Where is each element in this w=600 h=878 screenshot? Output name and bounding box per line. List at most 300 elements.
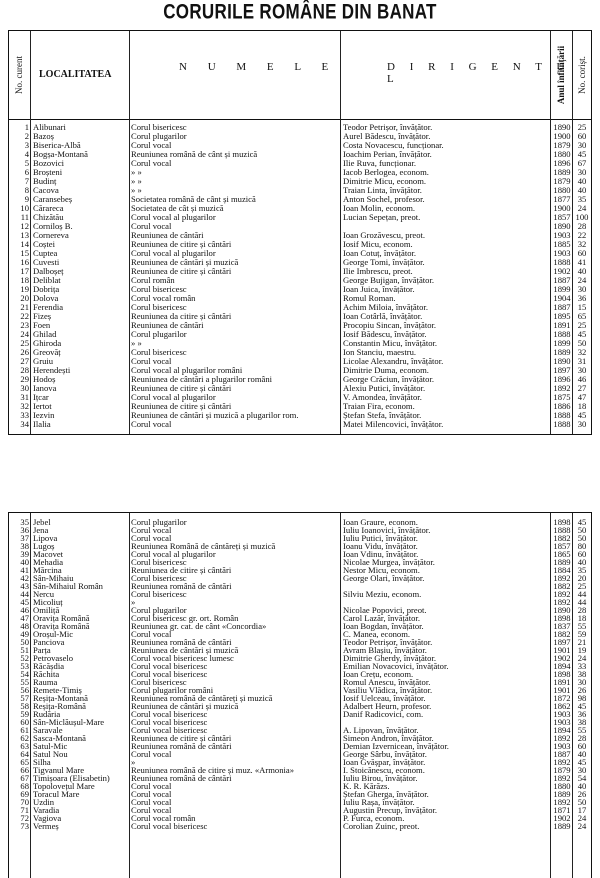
row-year: 1891 [553,677,571,687]
row-year: 1902 [553,266,571,276]
row-number: 34 [20,419,29,429]
choir-table-top [8,30,592,435]
header-dirigentul: D I R I G E N T U L [387,61,571,85]
row-locality: Deliblat [33,275,61,285]
row-conductor: Ilie Ruva, funcționar. [343,158,417,168]
row-members: 31 [577,356,587,366]
row-choir-name: Corul vocal bisericesc [131,709,208,719]
row-conductor: Achim Miloia, învățător. [343,302,428,312]
row-choir-name: Reuniunea da citire și cântări [131,311,232,321]
row-choir-name: » » [131,338,142,348]
row-choir-name: Corul vocal al plugarilor [131,212,216,222]
row-locality: Rudăria [33,709,61,719]
row-conductor: Ioan Bogdan, învățător. [343,621,424,631]
row-number: 53 [20,661,29,671]
row-conductor: Ioan Cotârlă, învățător. [343,311,423,321]
row-choir-name: Reuniunea română de cântări [131,741,232,751]
row-year: 1871 [553,805,571,815]
row-conductor: Nestor Micu, econom. [343,565,420,575]
row-year: 1904 [553,293,571,303]
row-year: 1899 [553,338,571,348]
row-conductor: Ioanu Vidu, învățător. [343,541,418,551]
row-number: 45 [20,597,29,607]
row-number: 6 [24,167,29,177]
row-number: 65 [20,757,29,767]
row-choir-name: Reuniunea română de cântări [131,773,232,783]
row-members: 40 [577,749,587,759]
row-choir-name: Corul plugarilor [131,605,187,615]
row-locality: Sân-Mihaiul Român [33,581,103,591]
row-year: 1898 [553,517,571,527]
row-number: 47 [20,613,29,623]
row-number: 4 [24,149,29,159]
row-number: 12 [20,221,29,231]
row-number: 69 [20,789,29,799]
row-conductor: George Tomi, învățător. [343,257,425,267]
row-conductor: Ioan Molin, econom. [343,203,416,213]
row-number: 54 [20,669,29,679]
row-conductor: Teodor Petrișor, învățător. [343,637,433,647]
row-number: 33 [20,410,29,420]
row-locality: Mehadia [33,557,64,567]
row-members: 24 [577,653,587,663]
row-members: 38 [577,717,587,727]
row-number: 30 [20,383,29,393]
row-year: 1886 [553,401,571,411]
row-members: 18 [577,401,587,411]
row-choir-name: Corul bisericesc [131,122,187,132]
row-choir-name: » » [131,185,142,195]
row-locality: Saravale [33,725,63,735]
row-members: 25 [577,122,587,132]
row-conductor: Ștefan Gherga, învățător. [343,789,429,799]
row-year: 1895 [553,311,571,321]
row-number: 1 [24,122,29,132]
row-locality: Sasca-Montană [33,733,86,743]
row-year: 1857 [553,541,571,551]
row-choir-name: Reuniunea de cântări și muzică a plugarilor rom. [131,410,299,420]
row-number: 57 [20,693,29,703]
row-locality: Silha [33,757,51,767]
row-choir-name: Reuniunea de citire și cântări [131,565,232,575]
row-members: 45 [577,410,587,420]
row-number: 37 [20,533,29,543]
row-locality: Toracul Mare [33,789,80,799]
row-number: 41 [20,565,29,575]
row-locality: Vermeș [33,821,59,831]
row-number: 55 [20,677,29,687]
row-locality: Parța [33,645,51,655]
row-number: 13 [20,230,29,240]
row-conductor: Simeon Andron, învățător. [343,733,434,743]
row-year: 1887 [553,275,571,285]
row-year: 1882 [553,581,571,591]
row-choir-name: Corul vocal al plugarilor [131,248,216,258]
row-conductor: K. R. Kărăzs. [343,781,390,791]
row-year: 1887 [553,302,571,312]
row-members: 32 [577,347,587,357]
row-members: 24 [577,821,587,831]
row-members: 44 [577,597,587,607]
row-choir-name: Reuniunea gr. cat. de cânt «Concordia» [131,621,267,631]
row-members: 40 [577,781,587,791]
row-conductor: Procopiu Sincan, învățător. [343,320,437,330]
row-locality: Sân-Mihaiu [33,573,74,583]
row-choir-name: Reuniunea de cântări și muzică [131,645,239,655]
row-year: 1891 [553,320,571,330]
row-number: 46 [20,605,29,615]
row-conductor: Emilian Novacovici, învățător. [343,661,449,671]
row-conductor: Traian Fira, econom. [343,401,415,411]
row-choir-name: Corul bisericesc [131,557,187,567]
row-members: 55 [577,725,587,735]
row-members: 45 [577,149,587,159]
row-choir-name: Corul vocal bisericesc [131,661,208,671]
row-locality: Omiliță [33,605,60,615]
header-membri: No. corișt. [576,56,587,94]
row-choir-name: Corul vocal român [131,813,196,823]
row-year: 1903 [553,741,571,751]
row-members: 98 [577,693,587,703]
row-number: 68 [20,781,29,791]
row-choir-name: Corul vocal [131,158,172,168]
row-conductor: P. Furca, econom. [343,813,405,823]
table-row [9,821,591,832]
row-members: 24 [577,813,587,823]
row-locality: Oroșul-Mic [33,629,74,639]
row-locality: Petrovaselo [33,653,74,663]
row-locality: Hodoș [33,374,56,384]
row-choir-name: Corul vocal [131,789,172,799]
row-locality: Cărareca [33,203,64,213]
row-locality: Oravița Română [33,613,90,623]
row-choir-name: Reuniunea română de cântări [131,637,232,647]
row-year: 1888 [553,329,571,339]
row-number: 56 [20,685,29,695]
row-choir-name: Corul bisericesc [131,284,187,294]
row-choir-name: Corul vocal [131,140,172,150]
row-number: 58 [20,701,29,711]
row-choir-name: Corul vocal [131,419,172,429]
row-locality: Cornereva [33,230,69,240]
row-conductor: Aurel Bădescu, învățător. [343,131,431,141]
row-members: 67 [577,158,587,168]
row-choir-name: Reuniunea de citire și cântări [131,733,232,743]
row-choir-name: Corul vocal [131,629,172,639]
row-members: 45 [577,517,587,527]
row-members: 36 [577,709,587,719]
row-number: 63 [20,741,29,751]
row-choir-name: Reuniunea română de cântăreți și muzică [131,693,273,703]
row-locality: Budinț [33,176,57,186]
row-conductor: Iosif Micu, econom. [343,239,413,249]
row-members: 41 [577,257,587,267]
row-number: 42 [20,573,29,583]
row-year: 1897 [553,365,571,375]
row-members: 17 [577,805,587,815]
row-locality: Dalboșeț [33,266,64,276]
row-locality: Tigvanul Mare [33,765,85,775]
row-number: 50 [20,637,29,647]
row-number: 17 [20,266,29,276]
row-year: 1898 [553,669,571,679]
row-conductor: Teodor Petrișor, învățător. [343,122,433,132]
row-choir-name: Corul bisericesc [131,589,187,599]
row-number: 44 [20,589,29,599]
row-year: 1884 [553,565,571,575]
row-locality: Chizătău [33,212,64,222]
row-year: 1888 [553,419,571,429]
row-locality: Dobrița [33,284,60,294]
row-year: 1885 [553,239,571,249]
row-locality: Ghiroda [33,338,62,348]
row-locality: Iertot [33,401,52,411]
row-year: 1872 [553,693,571,703]
row-number: 27 [20,356,29,366]
row-year: 1902 [553,813,571,823]
row-number: 62 [20,733,29,743]
row-conductor: Silviu Meziu, econom. [343,589,422,599]
row-members: 46 [577,374,587,384]
row-conductor: Iosif Bădescu, învățător. [343,329,427,339]
row-members: 32 [577,239,587,249]
row-members: 40 [577,185,587,195]
row-number: 29 [20,374,29,384]
row-members: 33 [577,661,587,671]
row-year: 1892 [553,733,571,743]
row-year: 1897 [553,637,571,647]
row-number: 73 [20,821,29,831]
row-choir-name: Corul vocal bisericesc [131,821,208,831]
row-year: 1894 [553,725,571,735]
row-year: 1889 [553,167,571,177]
row-year: 1901 [553,645,571,655]
row-year: 1857 [553,212,571,222]
row-choir-name: Corul bisericesc [131,677,187,687]
row-locality: Satul-Mic [33,741,68,751]
row-number: 15 [20,248,29,258]
row-locality: Fizeș [33,311,52,321]
row-choir-name: Societatea română de cânt și muzică [131,194,256,204]
row-locality: Cacova [33,185,59,195]
row-members: 60 [577,248,587,258]
row-members: 24 [577,275,587,285]
row-choir-name: Corul vocal [131,797,172,807]
row-members: 30 [577,284,587,294]
row-conductor: Nicolae Popovici, preot. [343,605,427,615]
row-members: 20 [577,573,587,583]
row-number: 9 [24,194,29,204]
row-number: 38 [20,541,29,551]
row-conductor: Lucian Sepețan, preot. [343,212,421,222]
row-choir-name: Corul bisericesc [131,347,187,357]
row-members: 45 [577,701,587,711]
row-number: 60 [20,717,29,727]
row-year: 1892 [553,383,571,393]
row-choir-name: Corul vocal [131,221,172,231]
row-members: 55 [577,621,587,631]
row-year: 1901 [553,685,571,695]
row-conductor: Ioachim Perian, învățător. [343,149,432,159]
row-locality: Alibunari [33,122,66,132]
row-year: 1889 [553,821,571,831]
row-conductor: Matei Milencovici, învățător. [343,419,444,429]
row-number: 49 [20,629,29,639]
row-members: 65 [577,311,587,321]
row-choir-name: » » [131,176,142,186]
row-locality: Bazoș [33,131,55,141]
row-conductor: Vasiliu Vlădica, învățător. [343,685,433,695]
table-header [9,31,591,120]
row-members: 50 [577,525,587,535]
header-numele: N U M E L E [179,61,338,73]
row-members: 60 [577,549,587,559]
row-choir-name: Corul bisericesc gr. ort. Român [131,613,239,623]
row-conductor: Romul Anescu, învățător. [343,677,431,687]
row-conductor: C. Manea, econom. [343,629,411,639]
row-members: 59 [577,629,587,639]
row-locality: Ianova [33,383,57,393]
row-choir-name: Reuniunea de cântări [131,230,204,240]
row-locality: Macovet [33,549,64,559]
row-year: 1889 [553,557,571,567]
row-choir-name: Reuniunea de cântări a plugarilor români [131,374,273,384]
row-conductor: George Olari, învățător. [343,573,425,583]
row-number: 20 [20,293,29,303]
row-conductor: Ion Stanciu, maestru. [343,347,417,357]
row-conductor: Ioan Graure, econom. [343,517,418,527]
row-members: 26 [577,685,587,695]
row-conductor: Iosif Uelceau, învățător. [343,693,426,703]
row-year: 1880 [553,185,571,195]
row-year: 1888 [553,257,571,267]
row-number: 28 [20,365,29,375]
row-conductor: Demian Izvernicean, învățător. [343,741,449,751]
header-localitatea: LOCALITATEA [39,69,112,80]
row-members: 18 [577,613,587,623]
row-choir-name: » [131,757,136,767]
row-year: 1890 [553,605,571,615]
row-choir-name: Corul bisericesc [131,573,187,583]
row-locality: Satul Nou [33,749,68,759]
row-year: 1882 [553,533,571,543]
row-year: 1899 [553,284,571,294]
row-conductor: George Sârbu, învățător. [343,749,427,759]
row-conductor: Licolae Alexandru, învățător. [343,356,444,366]
row-choir-name: Reuniunea de cântări [131,320,204,330]
row-choir-name: Corul vocal al plugarilor [131,392,216,402]
row-members: 80 [577,541,587,551]
row-number: 19 [20,284,29,294]
row-year: 1896 [553,374,571,384]
row-members: 28 [577,733,587,743]
row-conductor: Danif Radicovici, com. [343,709,424,719]
row-conductor: Costa Novacescu, funcționar. [343,140,444,150]
row-choir-name: Corul vocal [131,356,172,366]
row-number: 72 [20,813,29,823]
row-members: 30 [577,140,587,150]
row-year: 1892 [553,589,571,599]
row-locality: Panciova [33,637,65,647]
row-number: 61 [20,725,29,735]
row-members: 35 [577,565,587,575]
row-choir-name: Corul vocal bisericesc [131,717,208,727]
row-members: 45 [577,757,587,767]
row-number: 36 [20,525,29,535]
row-members: 27 [577,383,587,393]
row-members: 36 [577,293,587,303]
row-locality: Cuptea [33,248,58,258]
row-locality: Topolovețul Mare [33,781,95,791]
header-anul: Anul înființării [556,45,566,105]
row-conductor: Ioan Crețu, econom. [343,669,414,679]
row-choir-name: Corul bisericesc [131,302,187,312]
row-members: 40 [577,266,587,276]
row-conductor: Augustin Precup, învățător. [343,805,438,815]
row-number: 43 [20,581,29,591]
row-members: 60 [577,131,587,141]
row-conductor: Traian Linta, învățător. [343,185,422,195]
row-members: 44 [577,589,587,599]
row-locality: Jena [33,525,49,535]
row-choir-name: Corul vocal al plugarilor români [131,365,243,375]
row-year: 1880 [553,781,571,791]
row-choir-name: » » [131,167,142,177]
row-conductor: Ioan Vdinu, învățător. [343,549,419,559]
row-conductor: Ioan Juica, învățător. [343,284,415,294]
row-members: 60 [577,741,587,751]
row-members: 25 [577,581,587,591]
row-locality: Ghilad [33,329,57,339]
row-locality: Bozovici [33,158,65,168]
row-members: 47 [577,392,587,402]
row-year: 1892 [553,773,571,783]
row-year: 1903 [553,709,571,719]
row-year: 1888 [553,525,571,535]
row-members: 15 [577,302,587,312]
row-choir-name: Corul vocal [131,749,172,759]
row-year: 1898 [553,613,571,623]
row-number: 59 [20,709,29,719]
row-choir-name: Societatea de cât și muzică [131,203,224,213]
row-number: 23 [20,320,29,330]
row-year: 1865 [553,549,571,559]
row-locality: Ilalia [33,419,51,429]
row-locality: Ferendia [33,302,64,312]
row-conductor: Alexiu Putici, învățător. [343,383,426,393]
row-number: 40 [20,557,29,567]
row-locality: Sân-Miclăușul-Mare [33,717,105,727]
row-year: 1890 [553,221,571,231]
row-year: 1862 [553,701,571,711]
row-choir-name: Reuniunea de citire și cântări [131,266,232,276]
row-locality: Nercu [33,589,54,599]
row-members: 26 [577,789,587,799]
row-choir-name: Corul vocal bisericesc [131,669,208,679]
row-members: 30 [577,677,587,687]
row-conductor: Constantin Micu, învățător. [343,338,438,348]
row-choir-name: Corul vocal [131,781,172,791]
row-locality: Iezvin [33,410,55,420]
row-members: 28 [577,221,587,231]
choir-table-bottom [8,512,592,878]
row-number: 39 [20,549,29,559]
row-year: 1875 [553,392,571,402]
row-year: 1887 [553,749,571,759]
row-number: 52 [20,653,29,663]
row-choir-name: Reuniunea de citire și cântări [131,383,232,393]
row-choir-name: Corul plugarilor [131,329,187,339]
